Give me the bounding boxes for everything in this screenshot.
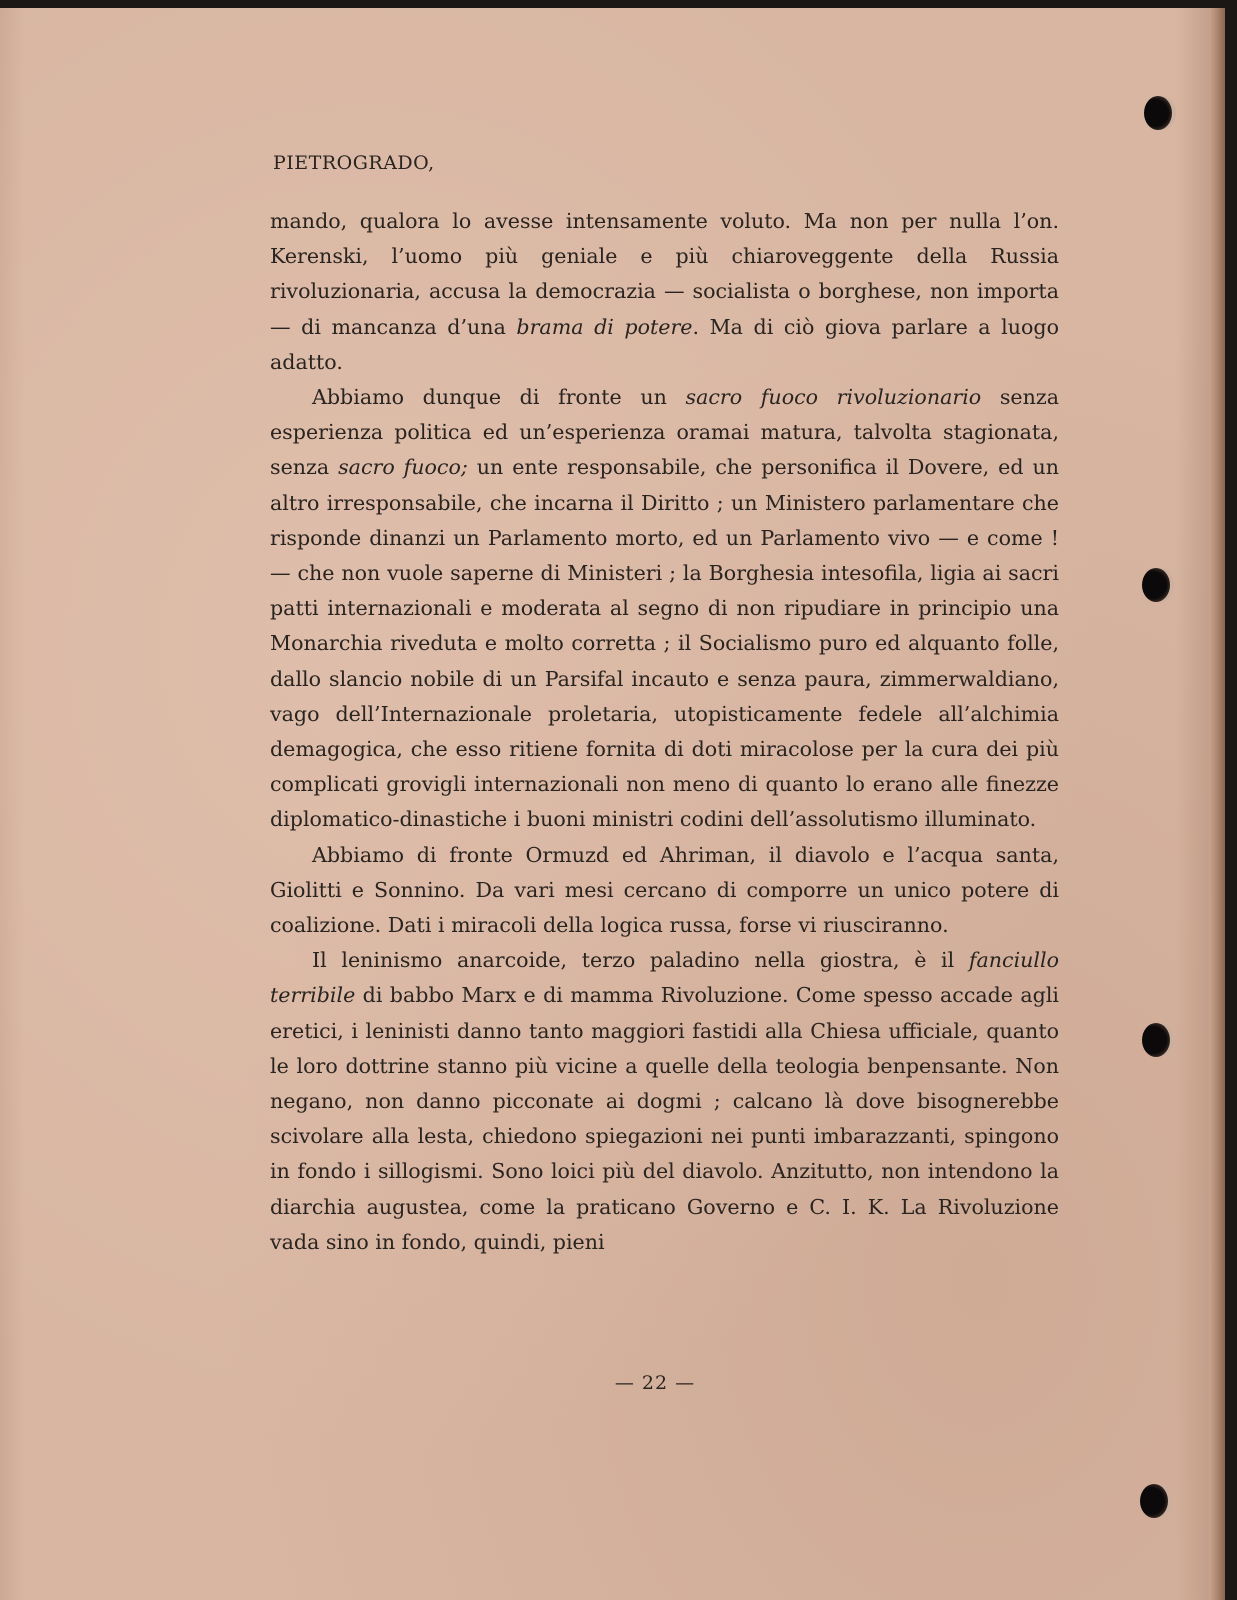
italic-text-run: fanciullo terribile	[270, 948, 1059, 1008]
punch-hole	[1140, 1484, 1168, 1518]
text-run: Abbiamo dunque di fronte un	[312, 385, 686, 410]
paragraph	[270, 380, 1059, 838]
paragraph	[270, 943, 1059, 1260]
text-run: senza esperienza politica ed un’esperienza oramai matura, talvolta stagionata, senza	[270, 385, 1060, 480]
text-run: mando, qualora lo avesse intensamente voluto. Ma non per nulla l’on. Kerenski, l’uomo più geniale e più chiaroveggente della Russia rivoluzionaria, accusa la democrazia — socialista o borghese, non importa — di mancanza d’una	[270, 209, 1059, 339]
punch-hole	[1144, 96, 1172, 130]
italic-text-run: sacro fuoco rivoluzionario	[685, 385, 982, 410]
page-number: — 22 —	[614, 1372, 696, 1394]
text-run: Abbiamo di fronte Ormuzd ed Ahriman, il diavolo e l’acqua santa, Giolitti e Sonnino. Da vari mesi cercano di comporre un unico potere di coalizione. Dati i miracoli della logica russa, forse vi riusciranno.	[270, 842, 1059, 938]
page-edge-shadow	[1209, 8, 1225, 1600]
italic-text-run: sacro fuoco;	[338, 455, 468, 480]
punch-hole	[1142, 1023, 1170, 1057]
italic-text-run: brama di potere	[516, 314, 693, 339]
text-run: un ente responsabile, che personifica il Dovere, ed un altro irresponsabile, che incarna il Diritto ; un Ministero parlamentare che risponde dinanzi un Parlamento morto, ed un Parlamento vivo — e come ! — che non vuole saperne di Ministeri ; la Borghesia intesofila, ligia ai sacri patti internazionali e moderata al segno di non ripudiare in principio una Monarchia riveduta e molto corretta ; il Socialismo puro ed alquanto folle, dallo slancio nobile di un Parsifal incauto e senza paura, zimmerwaldiano, vago dell’Internazionale proletaria, utopisticamente fedele all’alchimia demagogica, che esso ritiene fornita di doti miracolose per la cura dei più complicati grovigli internazionali non meno di quanto lo erano alle finezze diplomatico-dinastiche i buoni ministri codini dell’assolutismo illuminato.	[270, 455, 1059, 832]
running-header: PIETROGRADO,	[273, 152, 435, 174]
punch-hole	[1142, 568, 1170, 602]
text-run: Il leninismo anarcoide, terzo paladino nella giostra, è il	[312, 948, 969, 973]
paragraph	[270, 204, 1059, 380]
text-run: di babbo Marx e di mamma Rivoluzione. Come spesso accade agli eretici, i leninisti danno tanto maggiori fastidi alla Chiesa ufficiale, quanto le loro dottrine stanno più vicine a quelle della teologia benpensante. Non negano, non danno picconate ai dogmi ; calcano là dove bisognerebbe scivolare alla lesta, chiedono spiegazioni nei punti imbarazzanti, spingono in fondo i sillogismi. Sono loici più del diavolo. Anzitutto, non intendono la diarchia augustea, come la praticano Governo e C. I. K. La Rivoluzione vada sino in fondo, quindi, pieni	[270, 983, 1059, 1254]
body-text	[270, 204, 1059, 1260]
paragraph	[270, 838, 1059, 944]
scanned-page	[0, 8, 1225, 1600]
text-run: . Ma di ciò giova parlare a luogo adatto.	[270, 314, 1059, 374]
